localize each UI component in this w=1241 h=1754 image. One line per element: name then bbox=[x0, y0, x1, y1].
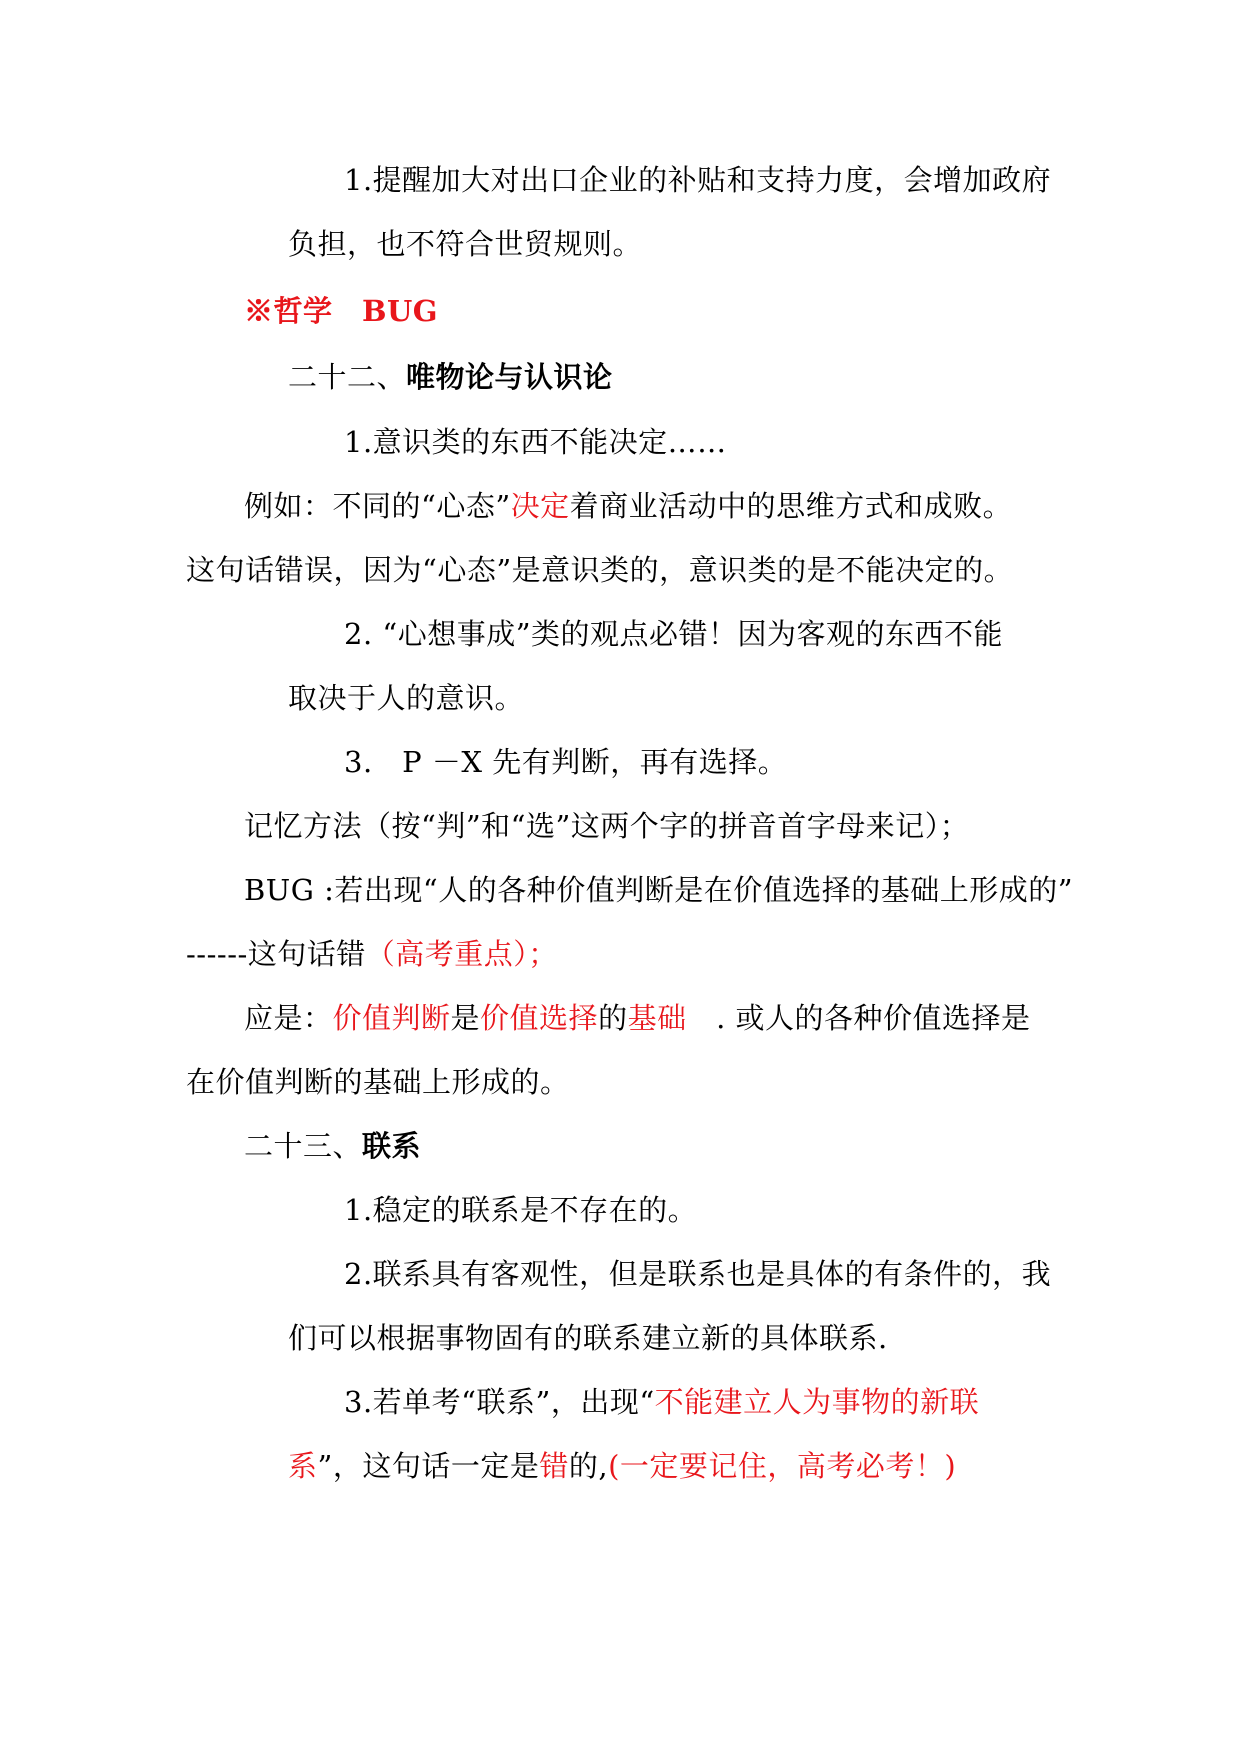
text-span: 在价值判断的基础上形成的。 bbox=[186, 1065, 570, 1099]
text-span: 1.提醒加大对出口企业的补贴和支持力度，会增加政府 bbox=[344, 163, 1052, 197]
highlight-text: （高考重点）； bbox=[365, 937, 558, 971]
paragraph-line bbox=[288, 1318, 888, 1358]
highlight-text: 价值判断 bbox=[332, 1001, 451, 1035]
paragraph-line bbox=[344, 742, 787, 782]
highlight-text: 决定 bbox=[510, 489, 570, 523]
paragraph-line bbox=[344, 1190, 697, 1230]
paragraph-line bbox=[344, 160, 1051, 200]
text-span: 取决于人的意识。 bbox=[288, 681, 525, 715]
text-span: 负担，也不符合世贸规则。 bbox=[288, 227, 643, 261]
text-span: 2. “心想事成”类的观点必错！因为客观的东西不能 bbox=[344, 617, 1004, 651]
text-span: 记忆方法（按“判”和“选”这两个字的拼音首字母来记）； bbox=[244, 809, 970, 843]
section-heading-22 bbox=[288, 357, 613, 397]
section-heading-philosophy-bug bbox=[244, 291, 438, 331]
paragraph-line bbox=[288, 678, 524, 718]
text-span: BUG :若出现“人的各种价值判断是在价值选择的基础上形成的” bbox=[244, 873, 1074, 907]
text-span: 这句话错误，因为“心态”是意识类的，意识类的是不能决定的。 bbox=[186, 553, 1014, 587]
text-span: 们可以根据事物固有的联系建立新的具体联系. bbox=[288, 1321, 888, 1355]
text-span: 1.意识类的东西不能决定…… bbox=[344, 425, 727, 459]
section-heading-23 bbox=[244, 1126, 421, 1166]
text-span: ------这句话错 bbox=[186, 937, 366, 971]
highlight-text: 基础 bbox=[627, 1001, 687, 1035]
text-span: 3.若单考“联系”，出现“ bbox=[344, 1385, 655, 1419]
highlight-text: 价值选择 bbox=[480, 1001, 599, 1035]
paragraph-line bbox=[344, 1254, 1051, 1294]
text-span: 2.联系具有客观性，但是联系也是具体的有条件的，我 bbox=[344, 1257, 1052, 1291]
paragraph-line bbox=[344, 614, 1003, 654]
heading-title: 联系 bbox=[362, 1129, 422, 1163]
paragraph-line bbox=[288, 1446, 956, 1486]
paragraph-line bbox=[244, 998, 1031, 1038]
highlight-text: 错 bbox=[539, 1449, 569, 1483]
highlight-text: 不能建立人为事物的新联 bbox=[654, 1385, 980, 1419]
paragraph-line bbox=[186, 1062, 570, 1102]
text-span: . 或人的各种价值选择是 bbox=[686, 1001, 1031, 1035]
paragraph-line bbox=[344, 1382, 979, 1422]
heading-title: 唯物论与认识论 bbox=[406, 360, 613, 394]
highlight-text: 系 bbox=[288, 1449, 318, 1483]
text-span: 1.稳定的联系是不存在的。 bbox=[344, 1193, 698, 1227]
paragraph-line bbox=[288, 224, 642, 264]
text-span: 着商业活动中的思维方式和成败。 bbox=[569, 489, 1013, 523]
text-span: ”，这句话一定是 bbox=[317, 1449, 540, 1483]
text-span: 3. P －X 先有判断，再有选择。 bbox=[344, 745, 788, 779]
text-span: 的 bbox=[598, 1001, 628, 1035]
text-span: 是 bbox=[450, 1001, 481, 1035]
paragraph-line bbox=[244, 486, 1012, 526]
paragraph-line bbox=[186, 934, 558, 974]
heading-number: 二十三、 bbox=[244, 1129, 363, 1163]
text-span: 应是： bbox=[244, 1001, 333, 1035]
heading-number: 二十二、 bbox=[288, 360, 407, 394]
text-span: 例如：不同的“心态” bbox=[244, 489, 511, 523]
highlight-text: (一定要记住，高考必考！) bbox=[608, 1449, 957, 1483]
text-span: 的, bbox=[568, 1449, 609, 1483]
paragraph-line bbox=[244, 806, 969, 846]
paragraph-line bbox=[344, 422, 727, 462]
text-span: ※哲学 BUG bbox=[244, 294, 439, 328]
paragraph-line bbox=[186, 550, 1013, 590]
paragraph-line bbox=[244, 870, 1073, 910]
